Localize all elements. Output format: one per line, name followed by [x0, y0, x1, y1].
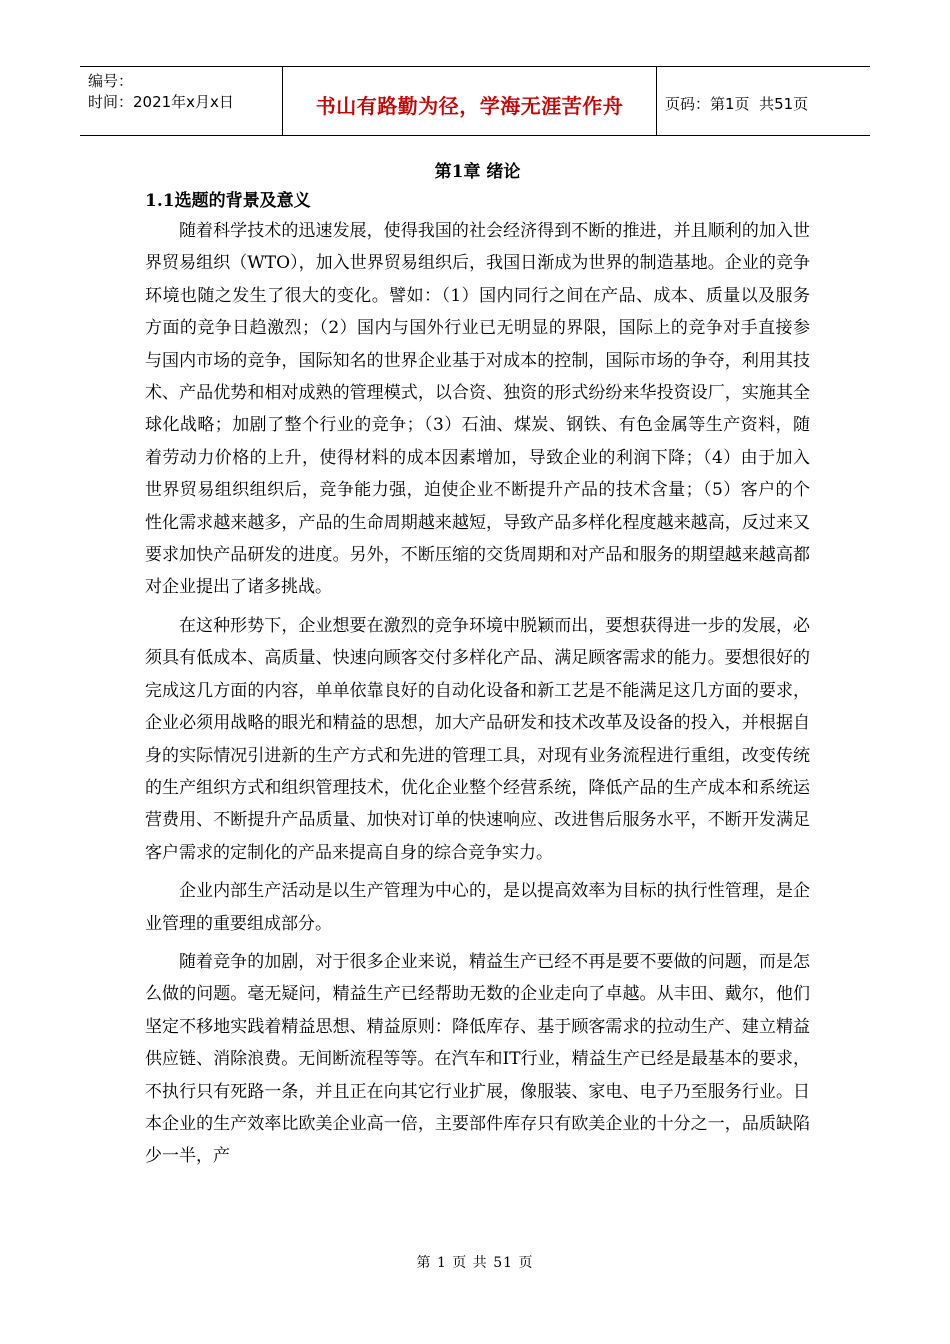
page-footer: 第 1 页 共 51 页 — [416, 1255, 534, 1271]
header-page-label: 页码：第1页 共51页 — [665, 94, 809, 113]
paragraph-3: 企业内部生产活动是以生产管理为中心的，是以提高效率为目标的执行性管理，是企业管理的重要组成部分。 — [145, 881, 810, 934]
paragraph-2: 在这种形势下，企业想要在激烈的竞争环境中脱颖而出，要想获得进一步的发展，必须具有低成本、高质量、快速向顾客交付多样化产品、满足顾客需求的能力。要想很好的完成这几方面的内容，单单依靠良好的自动化设备和新工艺是不能满足这几方面的要求，企业必须用战略的眼光和精益的思想，加大产品研发和技术改革及设备的投入，并根据自身的实际情况引进新的生产方式和先进的管理工具，对现有业务流程进行重组，改变传统的生产组织方式和组织管理技术，优化企业整个经营系统，降低产品的生产成本和系统运营费用、不断提升产品质量、加快对订单的快速响应、改进售后服务水平，不断开发满足客户需求的定制化的产品来提高自身的综合竞争实力。 — [145, 615, 810, 863]
document-date-label: 时间：2021年x月x日 — [88, 93, 234, 111]
section-title: 1.1选题的背景及意义 — [145, 191, 311, 211]
header-motto: 书山有路勤为径，学海无涯苦作舟 — [315, 93, 624, 118]
chapter-title: 第1章 绪论 — [434, 162, 521, 182]
header-meta — [80, 67, 283, 135]
document-body — [145, 155, 810, 1173]
paragraph-4: 随着竞争的加剧，对于很多企业来说，精益生产已经不再是要不要做的问题，而是怎么做的问题。毫无疑问，精益生产已经帮助无数的企业走向了卓越。从丰田、戴尔，他们坚定不移地实践着精益思想、精益原则：降低库存、基于顾客需求的拉动生产、建立精益供应链、消除浪费。无间断流程等等。在汽车和IT行业，精益生产已经是最基本的要求，不执行只有死路一条，并且正在向其它行业扩展，像服装、家电、电子乃至服务行业。日本企业的生产效率比欧美企业高一倍，主要部件库存只有欧美企业的十分之一，品质缺陷少一半，产 — [145, 951, 810, 1167]
page-header — [80, 66, 870, 136]
header-page-cell — [657, 67, 870, 135]
paragraph-1: 随着科学技术的迅速发展，使得我国的社会经济得到不断的推进，并且顺利的加入世界贸易组织（WTO），加入世界贸易组织后，我国日渐成为世界的制造基地。企业的竞争环境也随之发生了很大的变化。譬如：（1）国内同行之间在产品、成本、质量以及服务方面的竞争日趋激烈；（2）国内与国外行业已无明显的界限，国际上的竞争对手直接参与国内市场的竞争，国际知名的世界企业基于对成本的控制，国际市场的争夺，利用其技术、产品优势和相对成熟的管理模式，以合资、独资的形式纷纷来华投资设厂，实施其全球化战略；加剧了整个行业的竞争；（3）石油、煤炭、钢铁、有色金属等生产资料，随着劳动力价格的上升，使得材料的成本因素增加，导致企业的利润下降；（4）由于加入世界贸易组织组织后，竞争能力强，迫使企业不断提升产品的技术含量；（5）客户的个性化需求越来越多，产品的生命周期越来越短，导致产品多样化程度越来越高，反过来又要求加快产品研发的进度。另外，不断压缩的交货周期和对产品和服务的期望越来越高都对企业提出了诸多挑战。 — [145, 221, 810, 598]
header-motto-cell — [283, 67, 657, 135]
document-number-label: 编号： — [88, 72, 134, 90]
